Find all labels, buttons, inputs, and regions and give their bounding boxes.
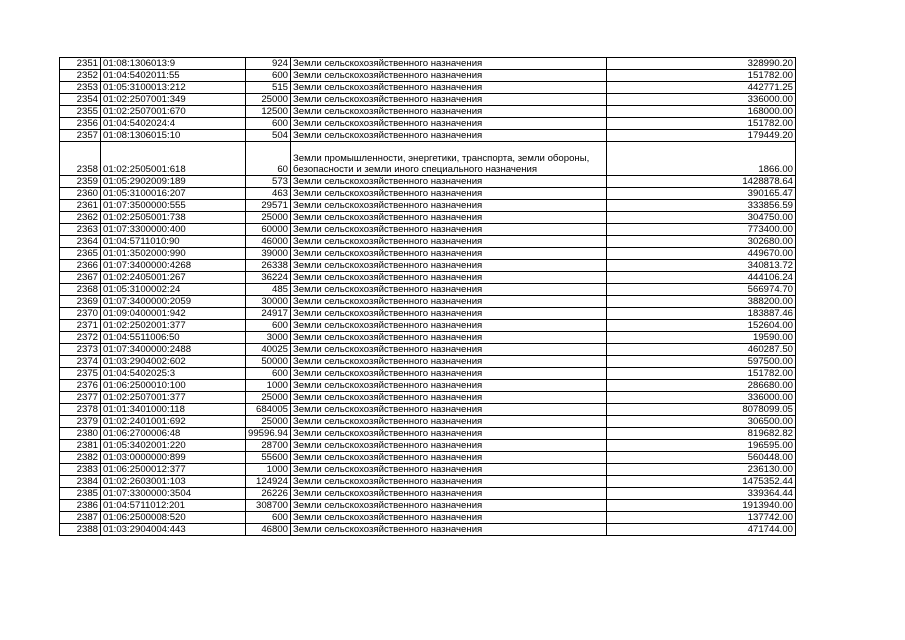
cadastral-number: 01:09:0400001:942 [101,308,246,320]
cadastral-value: 388200.00 [607,296,796,308]
cadastral-number: 01:02:2505001:738 [101,212,246,224]
land-category: Земли сельскохозяйственного назначения [291,176,607,188]
plot-area: 36224 [246,272,291,284]
cadastral-number: 01:06:2700006:48 [101,428,246,440]
cadastral-value: 471744.00 [607,524,796,536]
cadastral-number: 01:06:2500008:520 [101,512,246,524]
plot-area: 24917 [246,308,291,320]
plot-area: 28700 [246,440,291,452]
plot-area: 3000 [246,332,291,344]
land-category: Земли сельскохозяйственного назначения [291,488,607,500]
land-category: Земли сельскохозяйственного назначения [291,344,607,356]
table-row [60,212,796,224]
cadastral-value: 168000.00 [607,106,796,118]
land-category: Земли сельскохозяйственного назначения [291,224,607,236]
land-category: Земли сельскохозяйственного назначения [291,332,607,344]
row-number: 2368 [60,284,101,296]
cadastral-number: 01:01:3502000:990 [101,248,246,260]
cadastral-number: 01:06:2500010:100 [101,380,246,392]
land-category: Земли сельскохозяйственного назначения [291,296,607,308]
plot-area: 25000 [246,212,291,224]
land-category: Земли сельскохозяйственного назначения [291,58,607,70]
plot-area: 55600 [246,452,291,464]
cadastral-number: 01:05:3402001:220 [101,440,246,452]
plot-area: 60000 [246,224,291,236]
row-number: 2366 [60,260,101,272]
cadastral-number: 01:02:2603001:103 [101,476,246,488]
cadastral-number: 01:07:3400000:2488 [101,344,246,356]
table-row [60,476,796,488]
plot-area: 60 [246,142,291,176]
land-category: Земли сельскохозяйственного назначения [291,82,607,94]
plot-area: 1000 [246,380,291,392]
land-category: Земли сельскохозяйственного назначения [291,404,607,416]
row-number: 2357 [60,130,101,142]
row-number: 2386 [60,500,101,512]
cadastral-value: 819682.82 [607,428,796,440]
table-row [60,368,796,380]
cadastral-value: 306500.00 [607,416,796,428]
cadastral-number: 01:02:2405001:267 [101,272,246,284]
table-row [60,500,796,512]
cadastral-number: 01:03:2904004:443 [101,524,246,536]
land-category: Земли сельскохозяйственного назначения [291,440,607,452]
cadastral-number: 01:02:2507001:670 [101,106,246,118]
cadastral-number: 01:05:2902009:189 [101,176,246,188]
cadastral-number: 01:03:2904002:602 [101,356,246,368]
land-category: Земли сельскохозяйственного назначения [291,452,607,464]
cadastral-value: 179449.20 [607,130,796,142]
plot-area: 124924 [246,476,291,488]
row-number: 2373 [60,344,101,356]
land-category: Земли сельскохозяйственного назначения [291,500,607,512]
land-category: Земли сельскохозяйственного назначения [291,200,607,212]
table-body [60,58,796,536]
land-category: Земли сельскохозяйственного назначения [291,524,607,536]
cadastral-number: 01:04:5402025:3 [101,368,246,380]
land-category: Земли сельскохозяйственного назначения [291,212,607,224]
cadastral-number: 01:07:3400000:2059 [101,296,246,308]
plot-area: 600 [246,118,291,130]
row-number: 2367 [60,272,101,284]
row-number: 2352 [60,70,101,82]
table-row [60,308,796,320]
cadastral-value: 151782.00 [607,368,796,380]
cadastral-number: 01:02:2507001:377 [101,392,246,404]
row-number: 2369 [60,296,101,308]
plot-area: 600 [246,368,291,380]
row-number: 2353 [60,82,101,94]
row-number: 2388 [60,524,101,536]
cadastral-number: 01:04:5711012:201 [101,500,246,512]
row-number: 2382 [60,452,101,464]
cadastral-value: 137742.00 [607,512,796,524]
table-row [60,248,796,260]
land-plots-table [59,57,796,536]
plot-area: 515 [246,82,291,94]
row-number: 2380 [60,428,101,440]
row-number: 2378 [60,404,101,416]
cadastral-number: 01:02:2401001:692 [101,416,246,428]
land-category: Земли сельскохозяйственного назначения [291,368,607,380]
cadastral-number: 01:05:3100013:212 [101,82,246,94]
plot-area: 50000 [246,356,291,368]
cadastral-value: 460287.50 [607,344,796,356]
table-row [60,416,796,428]
cadastral-value: 444106.24 [607,272,796,284]
cadastral-number: 01:04:5402024:4 [101,118,246,130]
cadastral-value: 390165.47 [607,188,796,200]
table-row [60,188,796,200]
cadastral-number: 01:04:5511006:50 [101,332,246,344]
cadastral-number: 01:01:3401000:118 [101,404,246,416]
land-category: Земли сельскохозяйственного назначения [291,118,607,130]
table-row [60,404,796,416]
cadastral-value: 1475352.44 [607,476,796,488]
row-number: 2354 [60,94,101,106]
land-category: Земли сельскохозяйственного назначения [291,512,607,524]
land-category: Земли сельскохозяйственного назначения [291,106,607,118]
cadastral-value: 8078099.05 [607,404,796,416]
land-category: Земли сельскохозяйственного назначения [291,356,607,368]
cadastral-value: 560448.00 [607,452,796,464]
cadastral-value: 302680.00 [607,236,796,248]
row-number: 2363 [60,224,101,236]
land-category: Земли сельскохозяйственного назначения [291,260,607,272]
plot-area: 308700 [246,500,291,512]
land-category: Земли сельскохозяйственного назначения [291,428,607,440]
plot-area: 573 [246,176,291,188]
row-number: 2383 [60,464,101,476]
table-row [60,284,796,296]
table-row [60,142,796,176]
plot-area: 1000 [246,464,291,476]
row-number: 2381 [60,440,101,452]
cadastral-value: 304750.00 [607,212,796,224]
cadastral-number: 01:07:3400000:4268 [101,260,246,272]
cadastral-value: 152604.00 [607,320,796,332]
land-category: Земли сельскохозяйственного назначения [291,130,607,142]
cadastral-value: 196595.00 [607,440,796,452]
plot-area: 12500 [246,106,291,118]
row-number: 2364 [60,236,101,248]
row-number: 2371 [60,320,101,332]
row-number: 2355 [60,106,101,118]
table-row [60,344,796,356]
plot-area: 46800 [246,524,291,536]
table-row [60,440,796,452]
row-number: 2351 [60,58,101,70]
land-category: Земли сельскохозяйственного назначения [291,464,607,476]
row-number: 2359 [60,176,101,188]
land-category: Земли сельскохозяйственного назначения [291,272,607,284]
table-row [60,296,796,308]
cadastral-number: 01:02:2502001:377 [101,320,246,332]
table-row [60,452,796,464]
row-number: 2365 [60,248,101,260]
land-category: Земли промышленности, энергетики, транспорта, земли обороны, безопасности и земли иного специального назначения [291,142,607,176]
cadastral-value: 151782.00 [607,118,796,130]
cadastral-value: 19590.00 [607,332,796,344]
cadastral-value: 1428878.64 [607,176,796,188]
plot-area: 924 [246,58,291,70]
cadastral-value: 1913940.00 [607,500,796,512]
plot-area: 600 [246,512,291,524]
table-row [60,260,796,272]
cadastral-number: 01:02:2505001:618 [101,142,246,176]
table-row [60,488,796,500]
plot-area: 25000 [246,392,291,404]
plot-area: 40025 [246,344,291,356]
cadastral-value: 1866.00 [607,142,796,176]
plot-area: 600 [246,70,291,82]
land-category: Земли сельскохозяйственного назначения [291,236,607,248]
table-row [60,380,796,392]
cadastral-value: 151782.00 [607,70,796,82]
cadastral-value: 236130.00 [607,464,796,476]
table-row [60,200,796,212]
land-category: Земли сельскохозяйственного назначения [291,476,607,488]
plot-area: 25000 [246,416,291,428]
land-category: Земли сельскохозяйственного назначения [291,380,607,392]
table-row [60,236,796,248]
plot-area: 485 [246,284,291,296]
cadastral-number: 01:07:3300000:400 [101,224,246,236]
plot-area: 504 [246,130,291,142]
cadastral-number: 01:02:2507001:349 [101,94,246,106]
land-category: Земли сельскохозяйственного назначения [291,392,607,404]
table-row [60,224,796,236]
land-category: Земли сельскохозяйственного назначения [291,70,607,82]
cadastral-number: 01:04:5711010:90 [101,236,246,248]
plot-area: 600 [246,320,291,332]
plot-area: 26338 [246,260,291,272]
land-category: Земли сельскохозяйственного назначения [291,94,607,106]
table-row [60,356,796,368]
cadastral-value: 333856.59 [607,200,796,212]
cadastral-number: 01:05:3100016:207 [101,188,246,200]
row-number: 2372 [60,332,101,344]
plot-area: 26226 [246,488,291,500]
row-number: 2370 [60,308,101,320]
table-row [60,94,796,106]
table-row [60,392,796,404]
row-number: 2360 [60,188,101,200]
cadastral-value: 340813.72 [607,260,796,272]
table-row [60,512,796,524]
land-category: Земли сельскохозяйственного назначения [291,320,607,332]
cadastral-value: 286680.00 [607,380,796,392]
cadastral-value: 566974.70 [607,284,796,296]
table-row [60,118,796,130]
cadastral-value: 336000.00 [607,94,796,106]
land-category: Земли сельскохозяйственного назначения [291,248,607,260]
cadastral-number: 01:08:1306015:10 [101,130,246,142]
cadastral-value: 449670.00 [607,248,796,260]
table-row [60,428,796,440]
table-row [60,272,796,284]
cadastral-number: 01:05:3100002:24 [101,284,246,296]
table-row [60,464,796,476]
cadastral-value: 328990.20 [607,58,796,70]
row-number: 2384 [60,476,101,488]
table-row [60,82,796,94]
table-row [60,320,796,332]
table-row [60,130,796,142]
cadastral-number: 01:08:1306013:9 [101,58,246,70]
table-row [60,176,796,188]
cadastral-value: 773400.00 [607,224,796,236]
cadastral-number: 01:07:3300000:3504 [101,488,246,500]
row-number: 2361 [60,200,101,212]
plot-area: 46000 [246,236,291,248]
cadastral-number: 01:06:2500012:377 [101,464,246,476]
row-number: 2374 [60,356,101,368]
land-category: Земли сельскохозяйственного назначения [291,284,607,296]
plot-area: 463 [246,188,291,200]
cadastral-value: 183887.46 [607,308,796,320]
cadastral-number: 01:04:5402011:55 [101,70,246,82]
cadastral-value: 597500.00 [607,356,796,368]
plot-area: 25000 [246,94,291,106]
table-row [60,332,796,344]
row-number: 2358 [60,142,101,176]
plot-area: 684005 [246,404,291,416]
row-number: 2377 [60,392,101,404]
cadastral-number: 01:03:0000000:899 [101,452,246,464]
row-number: 2387 [60,512,101,524]
plot-area: 29571 [246,200,291,212]
row-number: 2362 [60,212,101,224]
plot-area: 30000 [246,296,291,308]
row-number: 2376 [60,380,101,392]
cadastral-value: 339364.44 [607,488,796,500]
table-row [60,70,796,82]
row-number: 2375 [60,368,101,380]
land-category: Земли сельскохозяйственного назначения [291,308,607,320]
cadastral-number: 01:07:3500000:555 [101,200,246,212]
row-number: 2385 [60,488,101,500]
land-category: Земли сельскохозяйственного назначения [291,416,607,428]
row-number: 2356 [60,118,101,130]
table-row [60,58,796,70]
plot-area: 39000 [246,248,291,260]
cadastral-value: 442771.25 [607,82,796,94]
plot-area: 99596.94 [246,428,291,440]
table-row [60,106,796,118]
land-category: Земли сельскохозяйственного назначения [291,188,607,200]
row-number: 2379 [60,416,101,428]
cadastral-value: 336000.00 [607,392,796,404]
table-row [60,524,796,536]
